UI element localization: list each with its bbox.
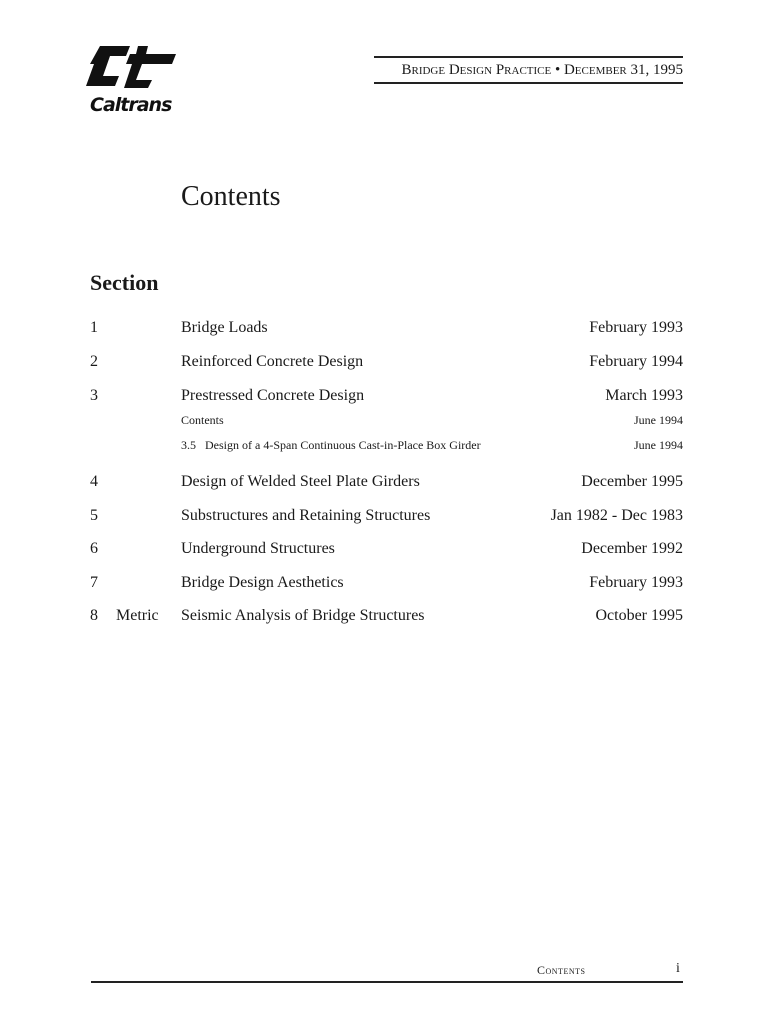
toc-subentry[interactable] [181,437,683,453]
section-date: October 1995 [595,607,683,624]
section-title: Bridge Loads [181,319,268,336]
section-number: 2 [90,353,98,370]
dot-leader [366,354,586,366]
caltrans-ct-logo-icon [86,42,178,92]
dot-leader [227,415,631,424]
dot-leader [367,388,602,400]
dot-leader [484,440,631,449]
section-number: 6 [90,540,98,557]
toc-subentry[interactable] [181,412,683,428]
dot-leader [271,320,587,332]
section-number: 4 [90,473,98,490]
caltrans-wordmark: Caltrans [90,94,172,116]
section-date: February 1993 [589,319,683,336]
dot-leader [423,474,578,486]
section-date: December 1995 [581,473,683,490]
caltrans-logo [86,42,178,120]
section-number: 3 [90,387,98,404]
running-header: Bridge Design Practice • December 31, 1995 [374,56,683,84]
section-date: Jan 1982 - Dec 1983 [550,507,683,524]
section-number: 1 [90,319,98,336]
dot-leader [433,508,547,520]
section-title: Reinforced Concrete Design [181,353,364,370]
section-number: 7 [90,574,98,591]
page-number: i [676,961,680,976]
section-title: Prestressed Concrete Design [181,387,365,404]
section-title: Underground Structures [181,540,335,557]
section-title: Seismic Analysis of Bridge Structures [181,607,425,624]
section-number: 8 [90,607,98,624]
dot-leader [428,608,593,620]
section-date: March 1993 [605,387,683,404]
section-date: February 1993 [589,574,683,591]
subsection-title: 3.5 Design of a 4-Span Continuous Cast-in-Place Box Girder [181,438,481,452]
subsection-title: Contents [181,413,224,427]
subsection-date: June 1994 [634,438,683,452]
section-title: Substructures and Retaining Structures [181,507,431,524]
section-date: February 1994 [589,353,683,370]
footer-rule [91,981,683,983]
section-number: 5 [90,507,98,524]
section-tag: Metric [116,607,159,624]
section-date: December 1992 [581,540,683,557]
section-column-heading: Section [90,270,159,295]
page-title: Contents [181,181,281,212]
section-title: Bridge Design Aesthetics [181,574,344,591]
section-title: Design of Welded Steel Plate Girders [181,473,420,490]
footer-label: Contents [537,963,586,977]
dot-leader [338,541,578,553]
dot-leader [347,575,587,587]
subsection-date: June 1994 [634,413,683,427]
